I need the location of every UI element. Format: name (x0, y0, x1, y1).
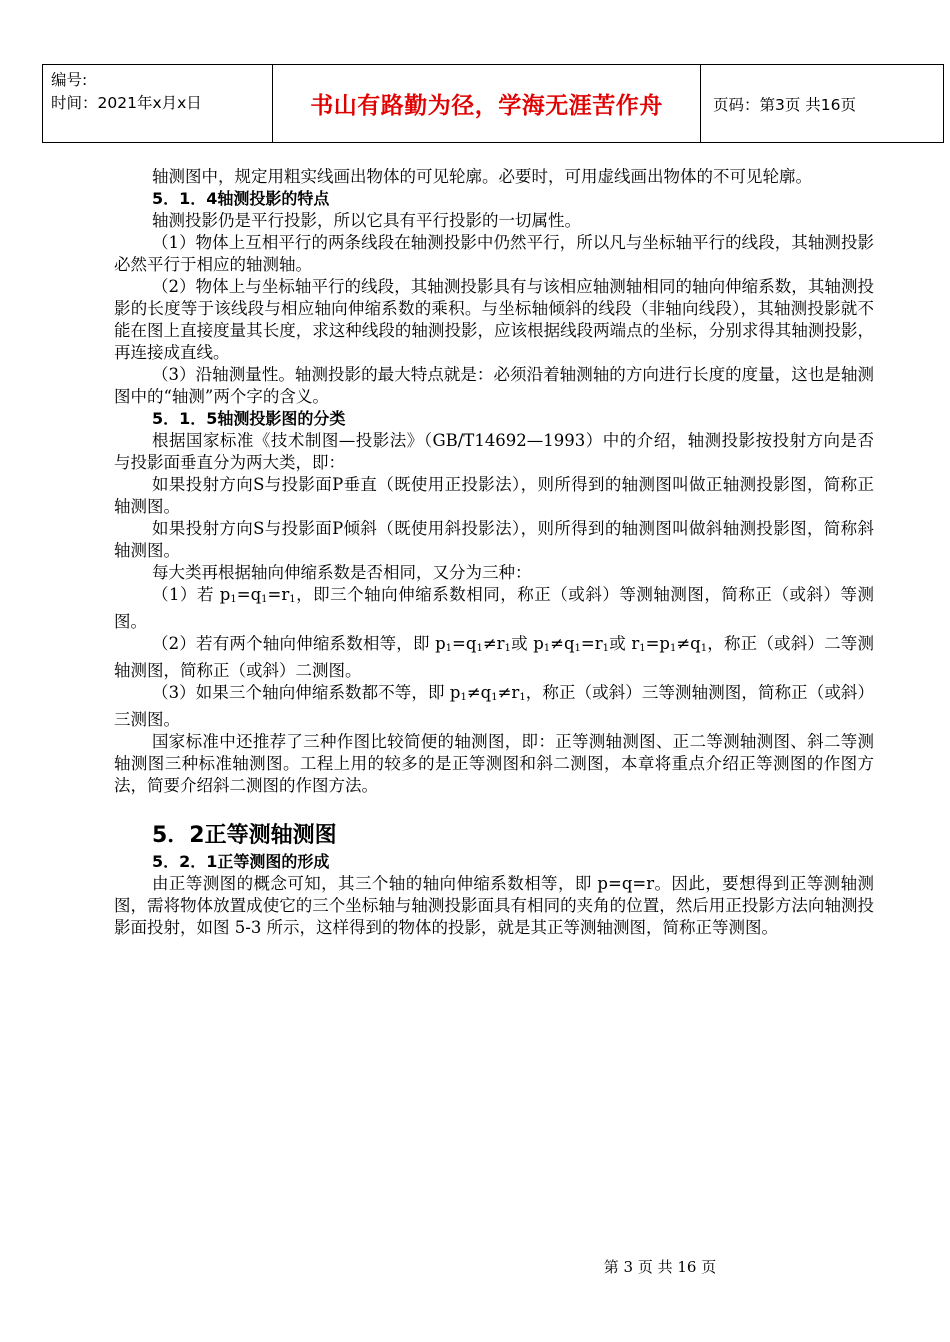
paragraph: （2）物体上与坐标轴平行的线段，其轴测投影具有与该相应轴测轴相同的轴向伸缩系数，其轴测投影的长度等于该线段与相应轴向伸缩系数的乘积。与坐标轴倾斜的线段（非轴向线段），其轴测投影就不能在图上直接度量其长度，求这种线段的轴测投影，应该根据线段两端点的坐标，分别求得其轴测投影，再连接成直线。 (114, 277, 874, 362)
paragraph-equal-coefficients: （1）若 $p_1=q_1=r_1$，即三个轴向伸缩系数相同，称正（或斜）等测轴测图，简称正（或斜）等测图。 (114, 585, 875, 631)
document-body (114, 166, 874, 939)
paragraph: （1）物体上互相平行的两条线段在轴测投影中仍然平行，所以凡与坐标轴平行的线段，其轴测投影必然平行于相应的轴测轴。 (114, 233, 874, 274)
section-heading-5-1-5: 5．1．5轴测投影图的分类 (152, 409, 346, 428)
header-left-cell (43, 65, 273, 142)
section-heading-5-1-4: 5．1．4轴测投影的特点 (152, 189, 330, 208)
paragraph: 如果投射方向S与投影面P垂直（既使用正投影法），则所得到的轴测图叫做正轴测投影图，简称正轴测图。 (114, 475, 874, 516)
header-page-info: 页码：第3页 共16页 (713, 95, 857, 114)
section-heading-5-2: 5．2正等测轴测图 (152, 823, 337, 848)
page-footer: 第 3 页 共 16 页 (603, 1258, 717, 1276)
document-date: 时间：2021年x月x日 (51, 94, 202, 112)
section-heading-5-2-1: 5．2．1正等测图的形成 (152, 852, 330, 871)
paragraph: 每大类再根据轴向伸缩系数是否相同，又分为三种： (152, 563, 532, 582)
paragraph: 轴测投影仍是平行投影，所以它具有平行投影的一切属性。 (152, 211, 581, 230)
paragraph: 由正等测图的概念可知，其三个轴的轴向伸缩系数相等，即 p=q=r。因此，要想得到正等测轴测图，需将物体放置成使它的三个坐标轴与轴测投影面具有相同的夹角的位置，然后用正投影方法向轴测投影面投射，如图 5-3 所示，这样得到的物体的投影，就是其正等测轴测图，简称正等测图。 (114, 874, 874, 937)
paragraph-two-equal-coefficients: （2）若有两个轴向伸缩系数相等，即 $p_1=q_1\ne r_1$或 $p_1\ne q_1=r_1$或 $r_1=p_1\ne q_1$，称正（或斜）二等测轴测图，简称正（或斜）二测图。 (114, 634, 874, 680)
document-number-label: 编号: (51, 71, 88, 89)
paragraph: 根据国家标准《技术制图—投影法》（GB/T14692—1993）中的介绍，轴测投影按投射方向是否与投影面垂直分为两大类，即： (114, 431, 874, 472)
paragraph: 如果投射方向S与投影面P倾斜（既使用斜投影法），则所得到的轴测图叫做斜轴测投影图，简称斜轴测图。 (114, 519, 874, 560)
page-header-table (42, 64, 944, 143)
paragraph: 国家标准中还推荐了三种作图比较简便的轴测图，即：正等测轴测图、正二等测轴测图、斜二等测轴测图三种标准轴测图。工程上用的较多的是正等测图和斜二测图，本章将重点介绍正等测图的作图方法，简要介绍斜二测图的作图方法。 (114, 732, 874, 795)
header-motto: 书山有路勤为径，学海无涯苦作舟 (273, 65, 701, 142)
paragraph-unequal-coefficients: （3）如果三个轴向伸缩系数都不等，即 $p_1\ne q_1\ne r_1$，称正（或斜）三等测轴测图，简称正（或斜）三测图。 (114, 683, 875, 729)
paragraph: 轴测图中，规定用粗实线画出物体的可见轮廓。必要时，可用虚线画出物体的不可见轮廓。 (152, 167, 812, 186)
paragraph: （3）沿轴测量性。轴测投影的最大特点就是：必须沿着轴测轴的方向进行长度的度量，这也是轴测图中的“轴测”两个字的含义。 (114, 365, 874, 406)
